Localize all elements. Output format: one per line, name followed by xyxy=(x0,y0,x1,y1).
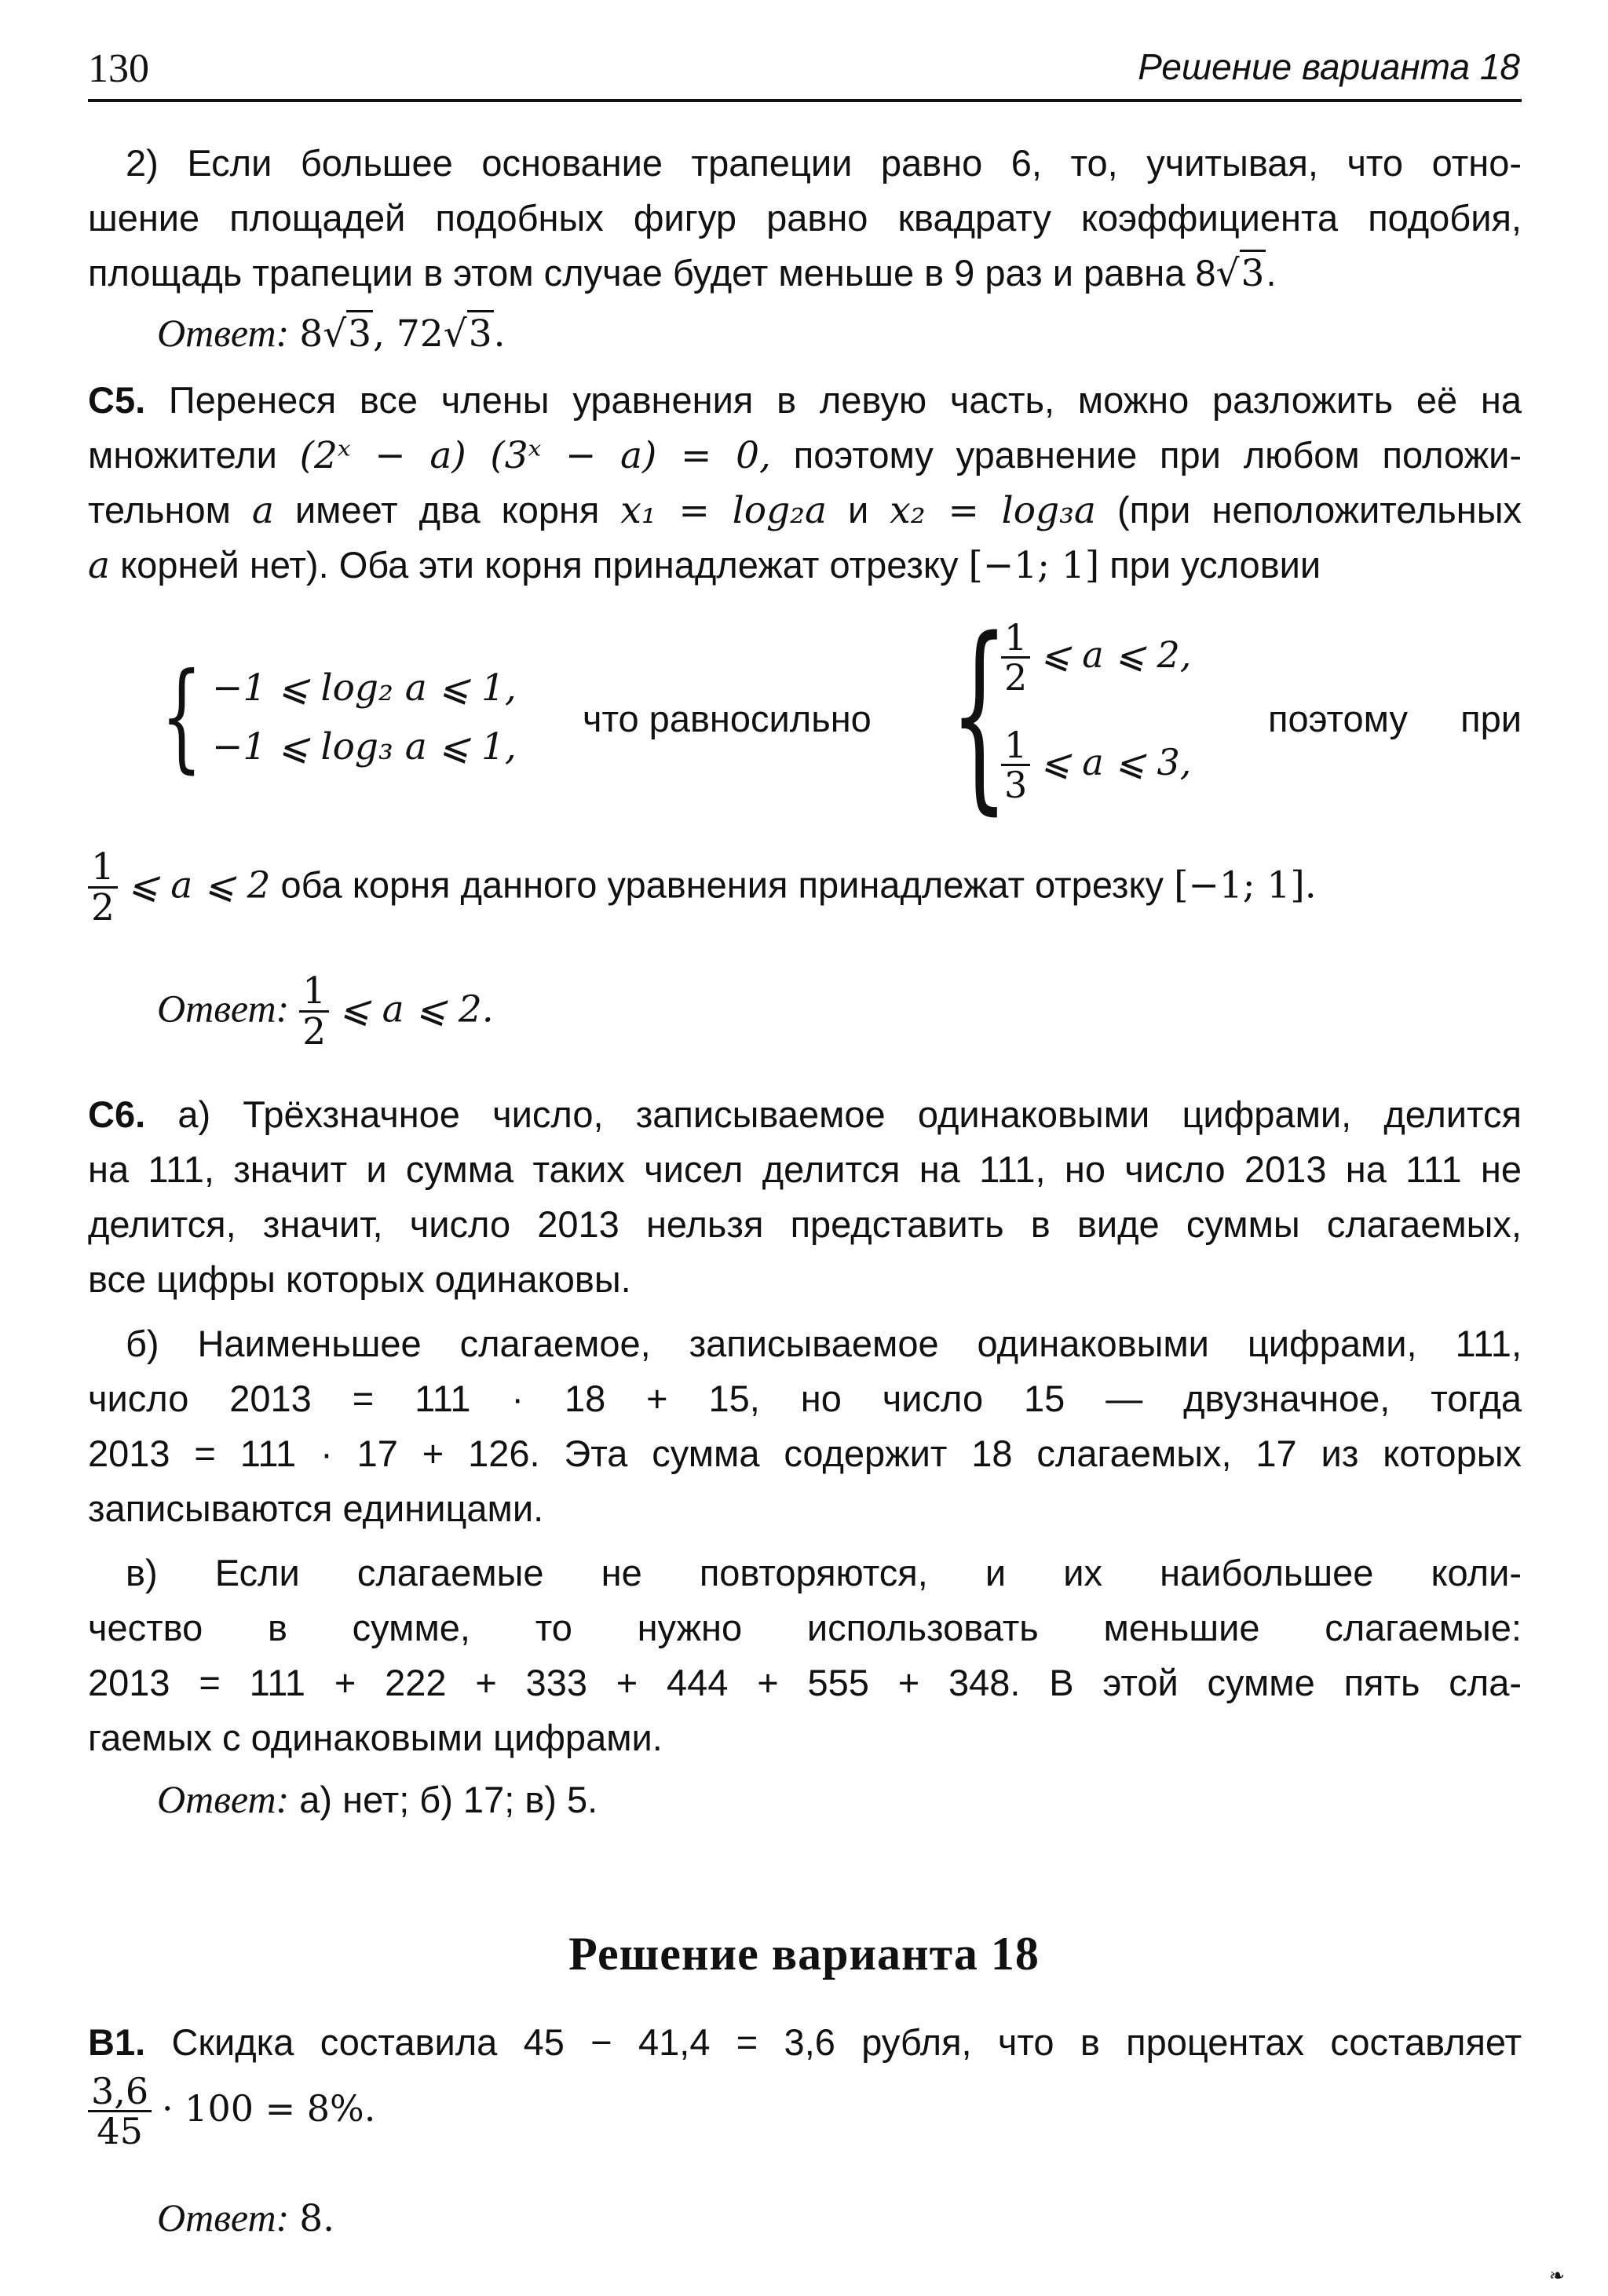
root-x1: x₁ = log₂a xyxy=(620,489,828,532)
root-x2: x₂ = log₃a xyxy=(890,489,1096,532)
c5-answer: Ответ: $\frac{1}{2}$ ⩽ a ⩽ 2. xyxy=(157,969,494,1054)
b1-answer: Ответ: 8. xyxy=(157,2196,335,2240)
answer-label: Ответ: xyxy=(157,2196,290,2239)
system-1-row-2: −1 ⩽ log₃ a ⩽ 1, xyxy=(212,725,517,768)
c6-line-a4: все цифры которых одинаковы. xyxy=(88,1258,631,1300)
b1-label: B1. xyxy=(88,2021,146,2063)
c6-line-b4: записываются единицами. xyxy=(88,1487,544,1529)
system-1-row-1: −1 ⩽ log₂ a ⩽ 1, xyxy=(212,666,517,710)
c6-line-v4: гаемых с одинаковыми цифрами. xyxy=(88,1717,663,1758)
c6-line-v3: 2013 = 111 + 222 + 333 + 444 + 555 + 348. В этой сумме пять сла- xyxy=(88,1662,1522,1703)
section-title: Решение варианта 18 xyxy=(568,1928,1040,1980)
therefore-text: поэтому при xyxy=(1268,698,1522,739)
c6-line-v1: в) Если слагаемые не повторяются, и их наибольшее коли- xyxy=(126,1552,1522,1593)
system-2-row-2: $\frac{1}{3}$ ⩽ a ⩽ 3, xyxy=(1001,726,1191,805)
c5-line-4: a корней нет). Оба эти корня принадлежат отрезку [−1; 1] при условии xyxy=(88,544,1321,587)
c5-conclusion: $\frac{1}{2}$ ⩽ a ⩽ 2 оба корня данного уравнения принадлежат отрезку [−1; 1]. xyxy=(88,848,1317,928)
p2-line-2: шение площадей подобных фигур равно квадрату коэффициента подобия, xyxy=(88,197,1522,239)
left-brace: { xyxy=(161,648,203,785)
b1-line-2: $\frac{3,6}{45}$ · 100 = 8%. xyxy=(88,2072,375,2151)
c6-line-a3: делится, значит, число 2013 нельзя представить в виде суммы слагаемых, xyxy=(88,1203,1522,1245)
corner-mark-icon: ❧ xyxy=(1548,2265,1565,2287)
equation-factored: (2ˣ − a) (3ˣ − a) = 0, xyxy=(299,434,771,477)
equivalence-text: что равносильно xyxy=(583,698,872,739)
c5-label: C5. xyxy=(88,379,146,421)
c6-line-a1: C6. а) Трёхзначное число, записываемое одинаковыми цифрами, делится xyxy=(88,1093,1522,1135)
p2-line-3-text: площадь трапеции в этом случае будет меньше в 9 раз и равна 8 xyxy=(88,252,1216,294)
c5-line-2: множители (2ˣ − a) (3ˣ − a) = 0, поэтому уравнение при любом положи- xyxy=(88,434,1522,477)
header-rule xyxy=(88,99,1522,102)
c6-label: C6. xyxy=(88,1093,146,1135)
system-2-row-1: $\frac{1}{2}$ ⩽ a ⩽ 2, xyxy=(1001,619,1191,697)
c5-line-1: C5. Перенеся все члены уравнения в левую часть, можно разложить её на xyxy=(88,379,1522,421)
c5-line-3: тельном a имеет два корня x₁ = log₂a и x₂ = log₃a (при неположительных xyxy=(88,489,1522,532)
answer-label: Ответ: xyxy=(157,986,290,1031)
left-brace: { xyxy=(950,596,1009,833)
page-number: 130 xyxy=(88,46,149,91)
answer-label: Ответ: xyxy=(157,311,290,355)
c6-line-a2: на 111, значит и сумма таких чисел делится на 111, но число 2013 на 111 не xyxy=(88,1148,1522,1190)
c6-answer: Ответ: а) нет; б) 17; в) 5. xyxy=(157,1777,598,1821)
p2-line-3: площадь трапеции в этом случае будет меньше в 9 раз и равна 8√3. xyxy=(88,250,1277,297)
b1-line-1: B1. Скидка составила 45 − 41,4 = 3,6 рубля, что в процентах составляет xyxy=(88,2021,1522,2063)
c6-line-b2: число 2013 = 111 · 18 + 15, но число 15 — двузначное, тогда xyxy=(88,1378,1522,1419)
answer-1: Ответ: 8√3, 72√3. xyxy=(157,311,506,356)
running-title: Решение варианта 18 xyxy=(1138,46,1520,87)
c6-line-v2: чество в сумме, то нужно использовать меньшие слагаемые: xyxy=(88,1607,1522,1648)
c6-line-b3: 2013 = 111 · 17 + 126. Эта сумма содержит 18 слагаемых, 17 из которых xyxy=(88,1433,1522,1474)
p2-line-1: 2) Если большее основание трапеции равно 6, то, учитывая, что отно- xyxy=(126,142,1522,184)
sqrt-3: √3 xyxy=(1216,250,1266,295)
answer-label: Ответ: xyxy=(157,1777,290,1821)
c6-line-b1: б) Наименьшее слагаемое, записываемое одинаковыми цифрами, 111, xyxy=(126,1323,1522,1364)
